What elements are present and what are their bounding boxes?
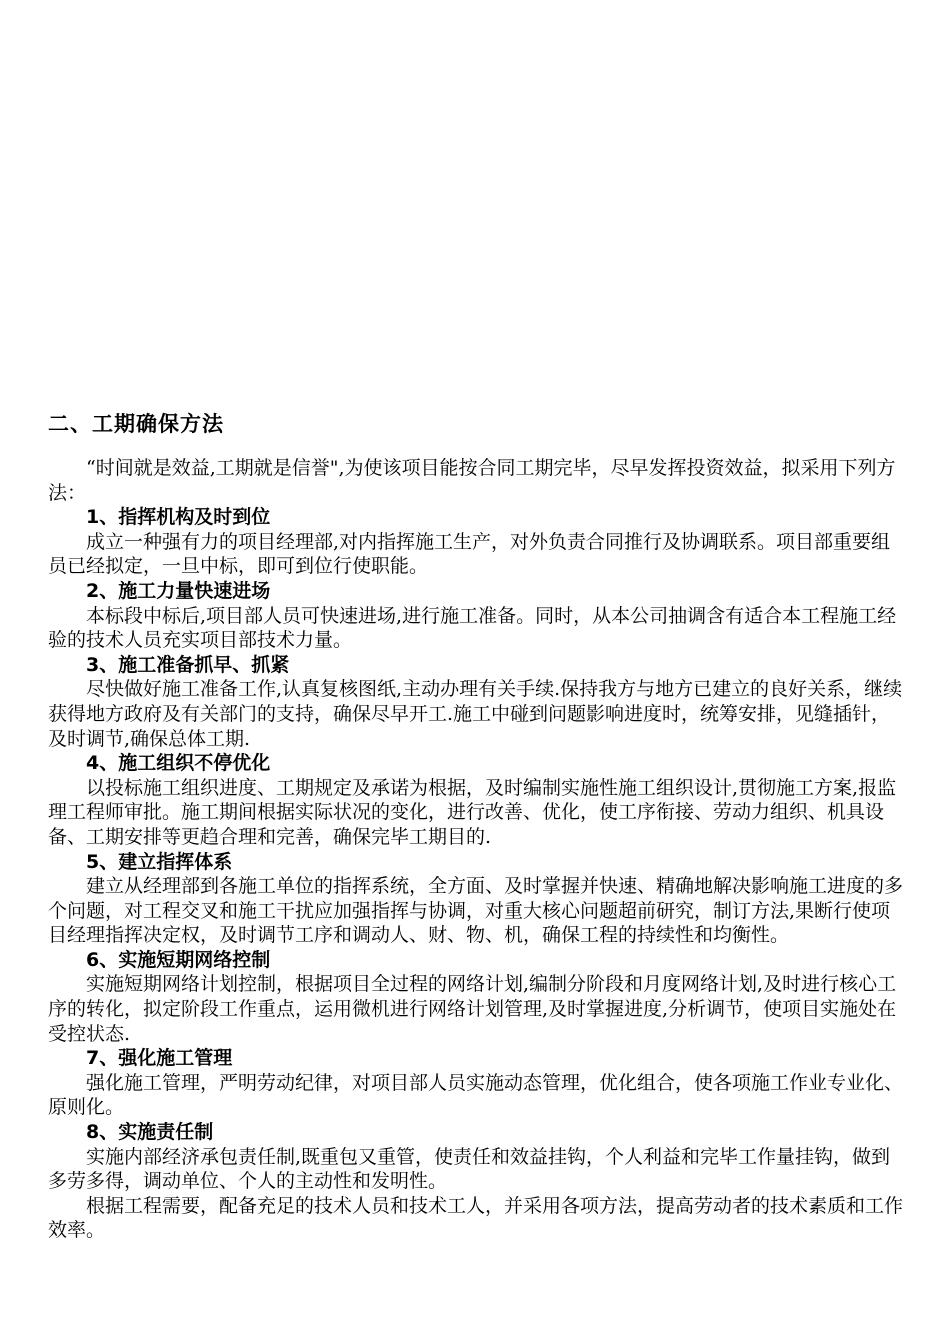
item-body-3: 尽快做好施工准备工作,认真复核图纸,主动办理有关手续.保持我方与地方已建立的良好关系，继续获得地方政府及有关部门的支持，确保尽早开工.施工中碰到问题影响进度时，统筹安排，见缝插针，及时调节,确保总体工期. (48, 678, 903, 750)
item-heading-5: 5、建立指挥体系 (86, 850, 233, 873)
item-heading-1: 1、指挥机构及时到位 (86, 506, 271, 529)
item-body-2: 本标段中标后,项目部人员可快速进场,进行施工准备。同时，从本公司抽调含有适合本工程施工经验的技术人员充实项目部技术力量。 (48, 604, 897, 652)
item-body-1: 成立一种强有力的项目经理部,对内指挥施工生产，对外负责合同推行及协调联系。项目部重要组员已经拟定，一旦中标，即可到位行使职能。 (48, 530, 891, 578)
item-heading-4: 4、施工组织不停优化 (86, 752, 271, 775)
item-body-8: 实施内部经济承包责任制,既重包又重管，使责任和效益挂钩，个人利益和完毕工作量挂钩，做到多劳多得，调动单位、个人的主动性和发明性。 (48, 1145, 891, 1193)
item-heading-7: 7、强化施工管理 (86, 1047, 233, 1070)
item-heading-8: 8、实施责任制 (86, 1121, 214, 1144)
item-body-6: 实施短期网络计划控制，根据项目全过程的网络计划,编制分阶段和月度网络计划,及时进行核心工序的转化，拟定阶段工作重点，运用微机进行网络计划管理,及时掌握进度,分析调节，使项目实施处在受控状态. (48, 973, 897, 1045)
item-heading-2: 2、施工力量快速进场 (86, 579, 271, 602)
item-body-5: 建立从经理部到各施工单位的指挥系统，全方面、及时掌握并快速、精确地解决影响施工进度的多个问题，对工程交叉和施工干扰应加强指挥与协调，对重大核心问题超前研究，制订方法,果断行使项目经理指挥决定权，及时调节工序和调动人、财、物、机，确保工程的持续性和均衡性。 (48, 875, 904, 947)
section-title: 二、工期确保方法 (48, 412, 224, 436)
item-body-7: 强化施工管理，严明劳动纪律，对项目部人员实施动态管理，优化组合，使各项施工作业专业化、原则化。 (48, 1071, 904, 1119)
item-heading-3: 3、施工准备抓早、抓紧 (86, 653, 290, 676)
intro-paragraph: “时间就是效益,工期就是信誉",为使该项目能按合同工期完毕，尽早发挥投资效益，拟采用下列方法： (48, 457, 896, 504)
closing-paragraph: 根据工程需要，配备充足的技术人员和技术工人，并采用各项方法，提高劳动者的技术素质和工作效率。 (48, 1194, 904, 1242)
item-body-4: 以投标施工组织进度、工期规定及承诺为根据，及时编制实施性施工组织设计,贯彻施工方案,报监理工程师审批。施工期间根据实际状况的变化，进行改善、优化，使工序衔接、劳动力组织、机具设备、工期安排等更趋合理和完善，确保完毕工期目的. (48, 776, 897, 848)
document-content (48, 408, 908, 1243)
item-heading-6: 6、实施短期网络控制 (86, 948, 271, 971)
